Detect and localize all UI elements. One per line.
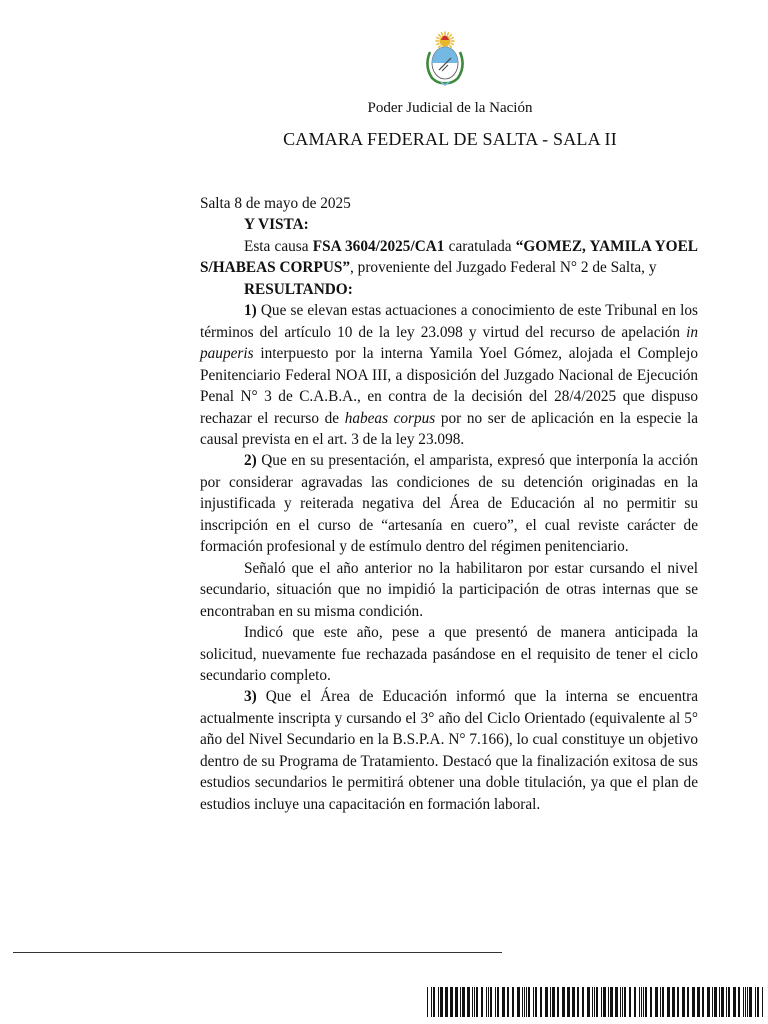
argentina-coat-of-arms-icon [424, 30, 466, 86]
footnote-divider [13, 952, 502, 953]
case-title: “GOMEZ, YAMILA YOEL S/HABEAS CORPUS” [200, 237, 698, 277]
paragraph-5: 3) Que el Área de Educación informó que la interna se encuentra actualmente inscripta y cursando el 3° año del Ciclo Orientado (equivalente al 5° año del Nivel Secundario en la B.S.P.A. N° 7.166), lo cual constituye un objetivo dentro de su Programa de Tratamiento. Destacó que la finalización exitosa de sus estudios secundarios le permitirá obtener una doble titulación, ya que el plan de estudios incluye una capacitación en formación laboral. [200, 688, 698, 813]
case-number: FSA 3604/2025/CA1 [312, 237, 445, 255]
vista-heading: Y VISTA: [244, 216, 309, 234]
paragraph-1: 1) Que se elevan estas actuaciones a conocimiento de este Tribunal en los términos del artículo 10 de la ley 23.098 y virtud del recurso de apelación in pauperis interpuesto por la interna Yamila Yoel Gómez, alojada el Complejo Penitenciario Federal NOA III, a disposición del Juzgado Nacional de Ejecución Penal N° 3 de C.A.B.A., en contra de la decisión del 28/4/2025 que dispuso rechazar el recurso de habeas corpus por no ser de aplicación en la especie la causal prevista en el art. 3 de la ley 23.098. [200, 302, 698, 448]
resolution-date: Salta 8 de mayo de 2025 [200, 195, 351, 212]
court-name: CAMARA FEDERAL DE SALTA - SALA II [283, 129, 617, 149]
document-barcode-icon [427, 987, 765, 1017]
resultando-heading: RESULTANDO: [244, 280, 353, 298]
case-paragraph: Esta causa FSA 3604/2025/CA1 caratulada “GOMEZ, YAMILA YOEL S/HABEAS CORPUS”, proveniente del Juzgado Federal N° 2 de Salta, y [200, 237, 698, 277]
institution-name: Poder Judicial de la Nación [367, 100, 533, 116]
paragraph-4: Indicó que este año, pese a que presentó de manera anticipada la solicitud, nuevamente fue rechazada pasándose en el requisito de tener el ciclo secundario completo. [200, 624, 698, 684]
paragraph-2: 2) Que en su presentación, el amparista, expresó que interponía la acción por considerar agravadas las condiciones de su detención originadas en la injustificada y reiterada negativa del Área de Educación al no permitir su inscripción en el curso de “artesanía en cuero”, el cual reviste carácter de formación profesional y de estímulo dentro del régimen penitenciario. [200, 452, 698, 556]
paragraph-3: Señaló que el año anterior no la habilitaron por estar cursando el nivel secundario, situación que no impidió la participación de otras internas que se encontraban en su misma condición. [200, 559, 698, 620]
resolution-body [200, 193, 698, 815]
